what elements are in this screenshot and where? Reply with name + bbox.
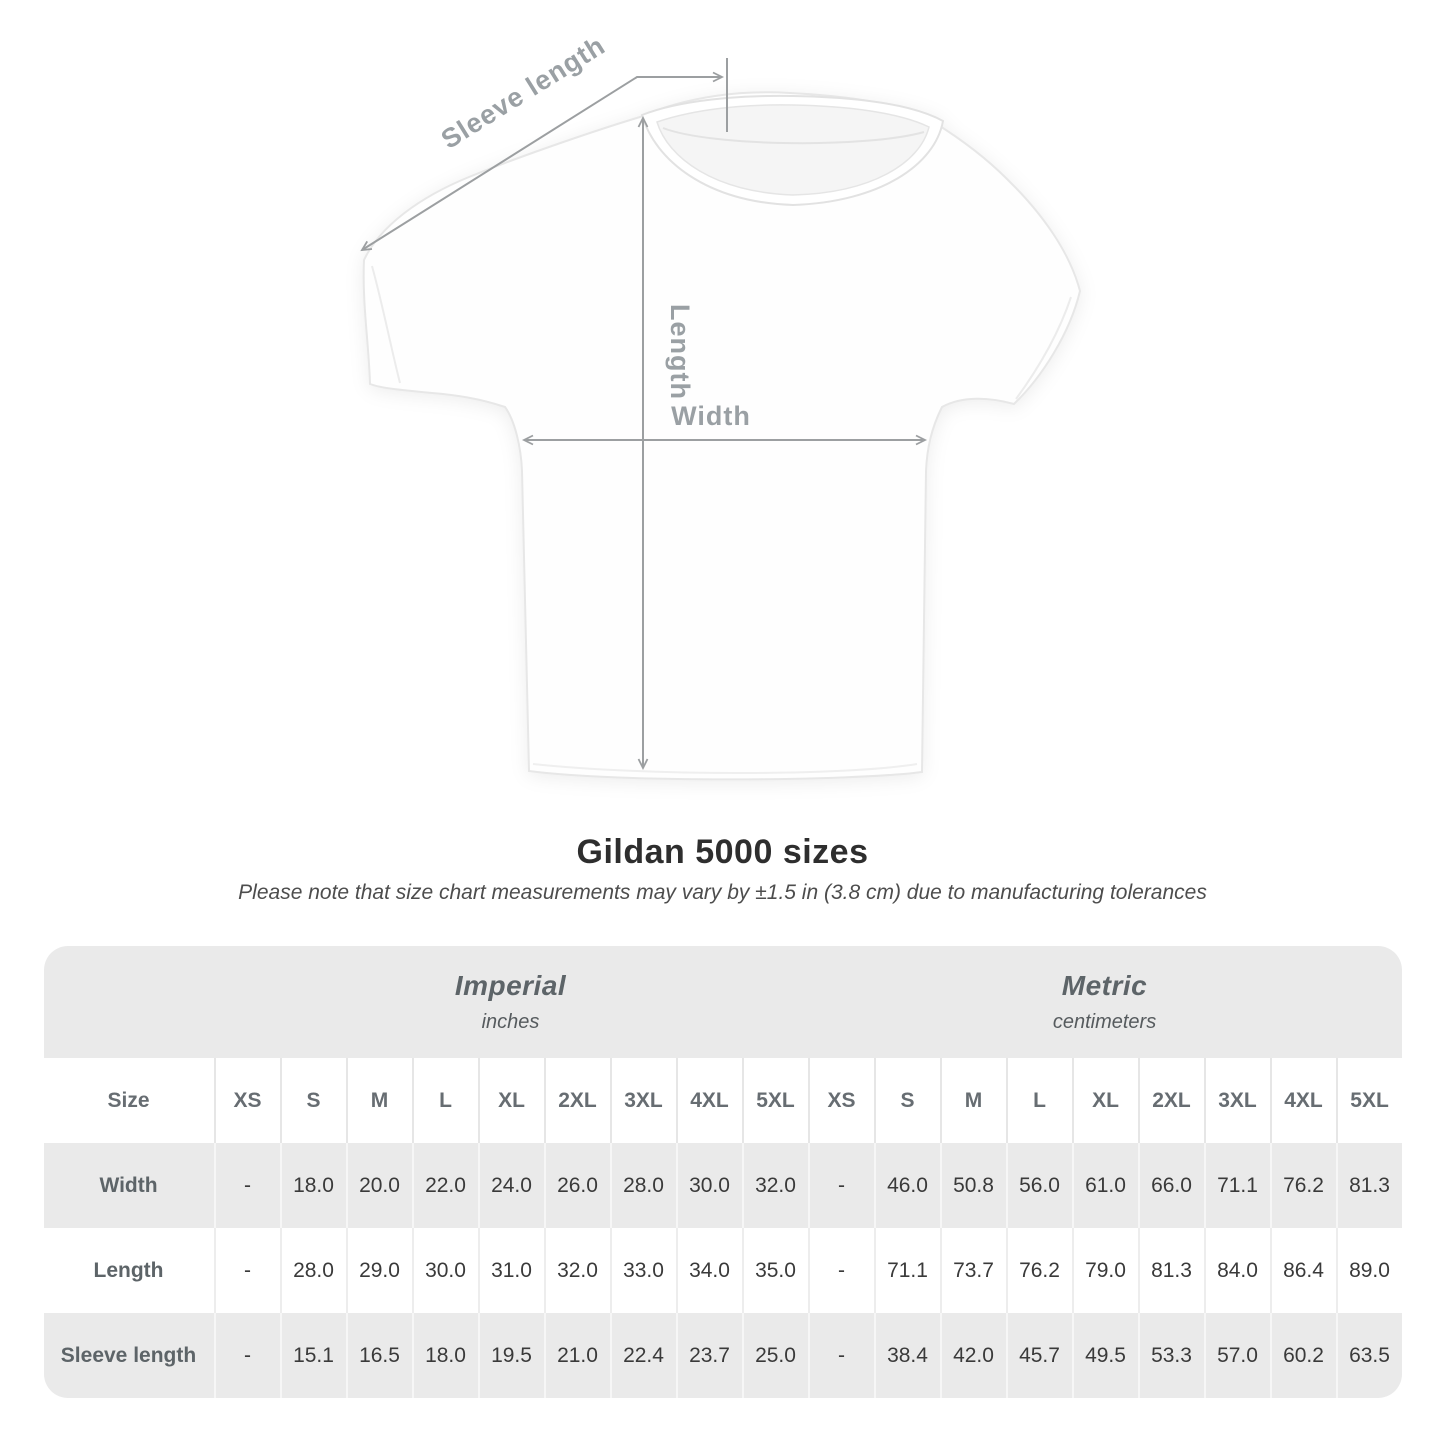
page-title: Gildan 5000 sizes: [576, 833, 869, 871]
metric-unit-label: centimeters: [1052, 1011, 1157, 1033]
table-cell: 56.0: [1006, 1143, 1072, 1228]
table-cell: -: [808, 1313, 874, 1398]
column-header-imperial-xs: XS: [214, 1058, 280, 1143]
table-cell: 35.0: [742, 1228, 808, 1313]
unit-band-row: [44, 946, 1402, 1058]
column-header-imperial-s: S: [280, 1058, 346, 1143]
column-header-imperial-5xl: 5XL: [742, 1058, 808, 1143]
table-cell: 18.0: [280, 1143, 346, 1228]
column-header-metric-l: L: [1006, 1058, 1072, 1143]
table-cell: -: [214, 1228, 280, 1313]
column-header-metric-xl: XL: [1072, 1058, 1138, 1143]
table-cell: 28.0: [280, 1228, 346, 1313]
table-cell: 63.5: [1336, 1313, 1402, 1398]
column-header-imperial-l: L: [412, 1058, 478, 1143]
imperial-unit-label: inches: [481, 1011, 540, 1033]
column-header-imperial-m: M: [346, 1058, 412, 1143]
table-cell: 18.0: [412, 1313, 478, 1398]
sleeve-length-row: [44, 1313, 1402, 1398]
table-cell: 49.5: [1072, 1313, 1138, 1398]
table-cell: 38.4: [874, 1313, 940, 1398]
table-cell: 45.7: [1006, 1313, 1072, 1398]
table-cell: -: [214, 1313, 280, 1398]
size-table: [44, 946, 1402, 1398]
table-cell: 61.0: [1072, 1143, 1138, 1228]
column-header-imperial-xl: XL: [478, 1058, 544, 1143]
table-cell: 16.5: [346, 1313, 412, 1398]
unit-header-metric: [808, 946, 1402, 1058]
size-table-container: [44, 946, 1402, 1398]
table-cell: 84.0: [1204, 1228, 1270, 1313]
table-cell: 30.0: [412, 1228, 478, 1313]
size-header-row: [44, 1058, 1402, 1143]
column-header-metric-4xl: 4XL: [1270, 1058, 1336, 1143]
row-label-width: Width: [44, 1143, 214, 1228]
row-label-length: Length: [44, 1228, 214, 1313]
table-cell: 46.0: [874, 1143, 940, 1228]
unit-header-imperial: [214, 946, 808, 1058]
table-cell: 53.3: [1138, 1313, 1204, 1398]
table-cell: 60.2: [1270, 1313, 1336, 1398]
table-cell: 34.0: [676, 1228, 742, 1313]
table-cell: 24.0: [478, 1143, 544, 1228]
length-label: Length: [665, 304, 695, 400]
table-cell: 30.0: [676, 1143, 742, 1228]
table-cell: 22.4: [610, 1313, 676, 1398]
size-column-header: Size: [44, 1058, 214, 1143]
metric-label: Metric: [1061, 970, 1148, 1001]
row-label-sleeve-length: Sleeve length: [44, 1313, 214, 1398]
column-header-metric-m: M: [940, 1058, 1006, 1143]
table-cell: 81.3: [1336, 1143, 1402, 1228]
table-cell: 26.0: [544, 1143, 610, 1228]
imperial-label: Imperial: [454, 970, 567, 1001]
column-header-metric-3xl: 3XL: [1204, 1058, 1270, 1143]
table-cell: 31.0: [478, 1228, 544, 1313]
table-cell: 81.3: [1138, 1228, 1204, 1313]
table-cell: 76.2: [1270, 1143, 1336, 1228]
column-header-metric-s: S: [874, 1058, 940, 1143]
table-cell: 29.0: [346, 1228, 412, 1313]
column-header-metric-5xl: 5XL: [1336, 1058, 1402, 1143]
table-cell: -: [214, 1143, 280, 1228]
unit-band-spacer: [44, 946, 214, 1058]
table-cell: 66.0: [1138, 1143, 1204, 1228]
column-header-metric-xs: XS: [808, 1058, 874, 1143]
table-cell: 42.0: [940, 1313, 1006, 1398]
tshirt-illustration: [364, 92, 1080, 779]
table-cell: 71.1: [1204, 1143, 1270, 1228]
column-header-imperial-2xl: 2XL: [544, 1058, 610, 1143]
table-cell: 32.0: [544, 1228, 610, 1313]
table-cell: 33.0: [610, 1228, 676, 1313]
table-cell: -: [808, 1228, 874, 1313]
table-cell: 71.1: [874, 1228, 940, 1313]
table-cell: 20.0: [346, 1143, 412, 1228]
table-cell: 32.0: [742, 1143, 808, 1228]
table-cell: 25.0: [742, 1313, 808, 1398]
table-cell: 22.0: [412, 1143, 478, 1228]
table-cell: 15.1: [280, 1313, 346, 1398]
table-cell: 79.0: [1072, 1228, 1138, 1313]
table-cell: 73.7: [940, 1228, 1006, 1313]
table-cell: 89.0: [1336, 1228, 1402, 1313]
column-header-imperial-4xl: 4XL: [676, 1058, 742, 1143]
table-cell: 19.5: [478, 1313, 544, 1398]
width-label: Width: [671, 401, 751, 431]
table-cell: 76.2: [1006, 1228, 1072, 1313]
table-cell: 21.0: [544, 1313, 610, 1398]
table-cell: 86.4: [1270, 1228, 1336, 1313]
table-cell: 57.0: [1204, 1313, 1270, 1398]
tolerance-note: Please note that size chart measurements may vary by ±1.5 in (3.8 cm) due to manufacturing tolerances: [238, 881, 1207, 904]
table-cell: 28.0: [610, 1143, 676, 1228]
table-cell: 50.8: [940, 1143, 1006, 1228]
column-header-imperial-3xl: 3XL: [610, 1058, 676, 1143]
sleeve-length-label: Sleeve length: [435, 30, 611, 155]
column-header-metric-2xl: 2XL: [1138, 1058, 1204, 1143]
length-row: [44, 1228, 1402, 1313]
table-cell: 23.7: [676, 1313, 742, 1398]
table-cell: -: [808, 1143, 874, 1228]
width-row: [44, 1143, 1402, 1228]
